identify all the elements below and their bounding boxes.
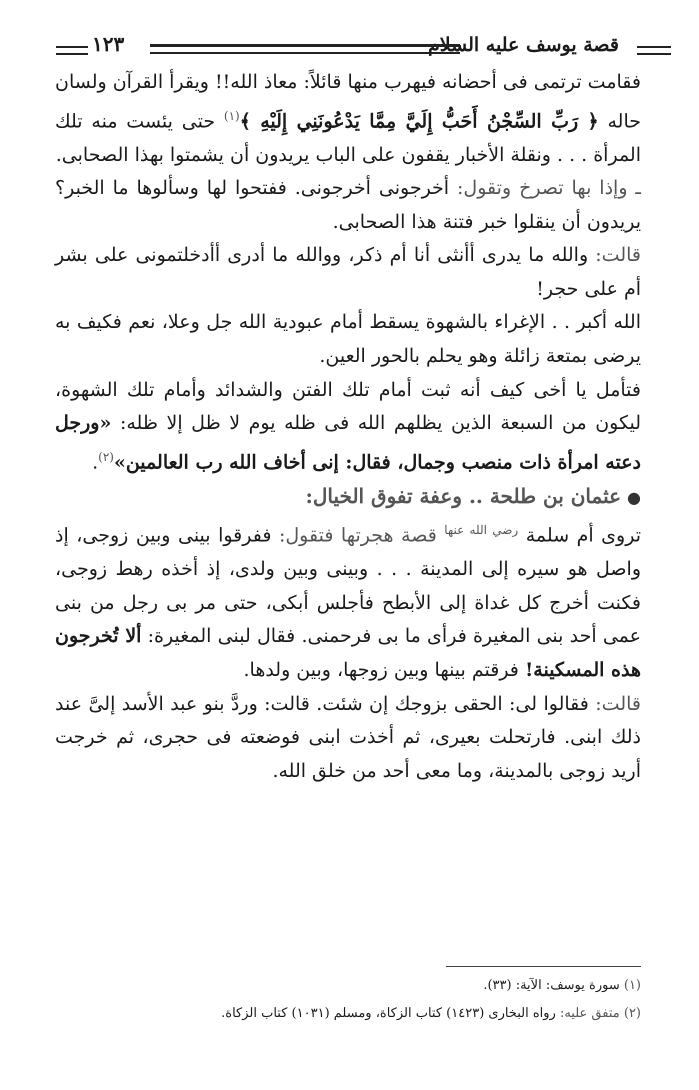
honorific: رضي الله عنها	[444, 523, 519, 538]
paragraph-7: قالت: فقالوا لى: الحقى بزوجك إن شئت. قالت: وردَّ بنو عبد الأسد إلىَّ عند ذلك ابنى. فارتحلت بعيرى، ثم أخذت ابنى فوضعته فى حجرى، ثم خرجت أريد زوجى بالمدينة، وما معى أحد من خلق الله.	[55, 692, 641, 782]
header-rule-right	[637, 46, 671, 55]
footnote-2: (٢) متفق عليه: رواه البخارى (١٤٢٣) كتاب الزكاة، ومسلم (١٠٣١) كتاب الزكاة.	[221, 1006, 641, 1021]
speaker-label: قالت:	[588, 244, 641, 267]
page-header	[0, 28, 699, 68]
emphasis-quote: ألا تُخرجون هذه المسكينة!	[55, 625, 641, 682]
quran-quote: ﴿ رَبِّ السِّجْنُ أَحَبُّ إِلَيَّ مِمَّا يَدْعُونَنِي إِلَيْهِ ﴾	[239, 109, 599, 132]
header-rule-middle	[150, 44, 460, 54]
section-heading: ●عثمان بن طلحة .. وعفة تفوق الخيال:	[305, 483, 641, 508]
bullet-icon: ●	[627, 487, 641, 507]
footnote-ref-1: (١)	[223, 108, 240, 123]
page-number: ١٢٣	[92, 32, 125, 56]
footnote-divider	[446, 966, 641, 967]
paragraph-2: ـ وإذا بها تصرخ وتقول: أخرجونى أخرجونى. ففتحوا لها وسألوها ما الخبر؟ يريدون أن ينقلوا خبر فتنة هذا الصحابى.	[55, 177, 641, 233]
running-title: قصة يوسف عليه السلام	[428, 34, 619, 56]
paragraph-4: الله أكبر . . الإغراء بالشهوة يسقط أمام عبودية الله جل وعلا، نعم فكيف به يرضى بمتعة زائلة وهو يحلم بالحور العين.	[55, 311, 641, 368]
hadith-quote: «ورجل دعته امرأة ذات منصب وجمال، فقال: إنى أخاف الله رب العالمين»	[55, 412, 641, 474]
main-text	[55, 66, 641, 788]
footnotes	[55, 972, 641, 1028]
footnote-1: (١) سورة يوسف: الآية: (٣٣).	[483, 978, 641, 993]
paragraph-5: فتأمل يا أخى كيف أنه ثبت أمام تلك الفتن والشدائد وأمام تلك الشهوة، ليكون من السبعة الذين يظلهم الله فى ظله يوم لا ظل إلا ظله: «ورجل دعته امرأة ذات منصب وجمال، فقال: إنى أخاف الله رب العالمين»$^{(٢)}$.	[55, 378, 641, 474]
footnote-ref-2: (٢)	[98, 449, 114, 464]
paragraph-1: فقامت ترتمى فى أحضانه فيهرب منها قائلاً: معاذ الله!! ويقرأ القرآن ولسان حاله ﴿ رَبِّ السِّجْنُ أَحَبُّ إِلَيَّ مِمَّا يَدْعُونَنِي إِلَيْهِ ﴾$^{(١)}$ حتى يئست منه تلك المرأة . . . ونقلة الأخبار يقفون على الباب يريدون أن يشمتوا بهذا الصحابى.	[55, 71, 641, 166]
lead-phrase: ـ وإذا بها تصرخ وتقول:	[449, 177, 641, 200]
speaker-label: قالت:	[588, 692, 641, 715]
paragraph-3: قالت: والله ما يدرى أأنثى أنا أم ذكر، ووالله ما أدرى أأدخلتمونى على بشر أم على حجر!	[55, 244, 641, 300]
header-rule-left	[56, 46, 88, 55]
paragraph-6: تروى أم سلمة $^{رضي الله عنها}$ قصة هجرتها فتقول: ففرقوا بينى وبين زوجى، إذ واصل هو سيره إلى المدينة . . . وبينى وبين ولدى، إذ أخذه رهط زوجى، فكنت أخرج كل غداة إلى الأبطح فأجلس أبكى، حتى مر بى رجل من بنى عمى أحد بنى المغيرة فرأى ما بى فرحمنى. فقال لبنى المغيرة: ألا تُخرجون هذه المسكينة! فرقتم بينها وبين زوجها، وبين ولدها.	[55, 523, 641, 682]
